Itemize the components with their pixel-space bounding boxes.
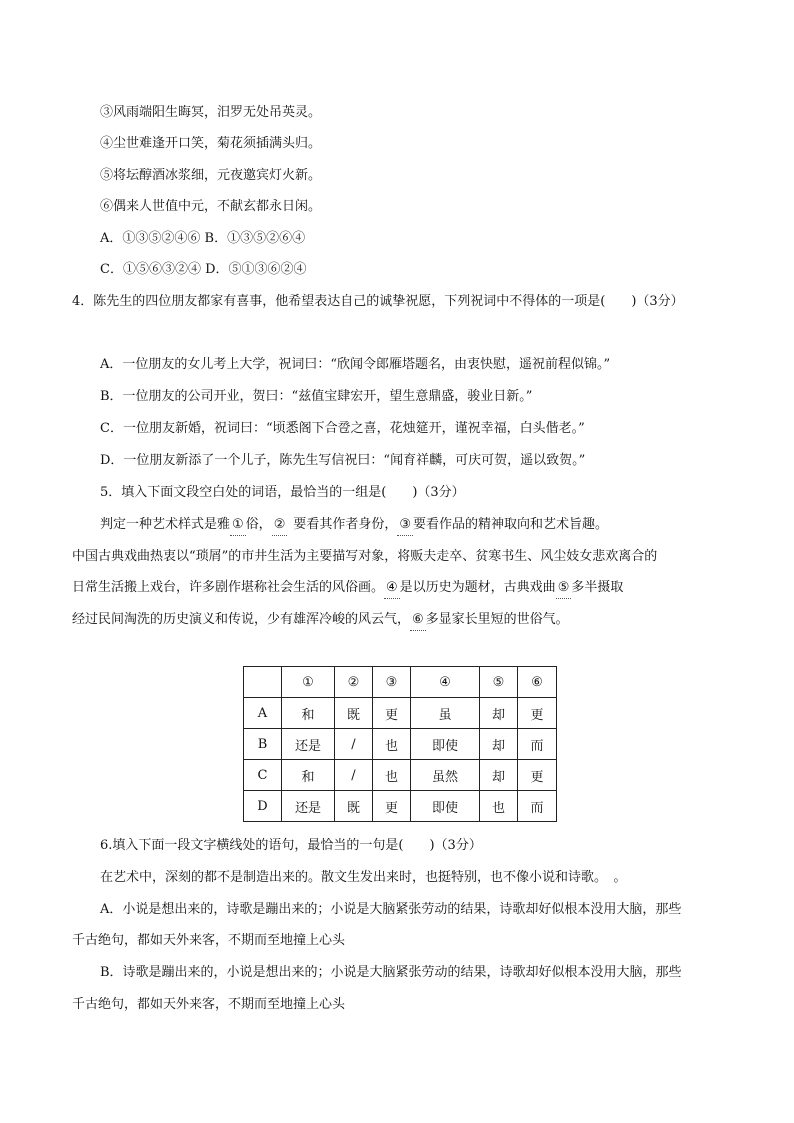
table-row: C 和 / 也 虽然 却 更 bbox=[244, 760, 557, 791]
q3-options-ab: A．①③⑤②④⑥ B．①③⑤②⑥④ bbox=[100, 231, 306, 246]
q5-passage-line-3: 日常生活搬上戏台，许多剧作堪称社会生活的风俗画。 ④ 是以历史为题材，古典戏曲 ⑤ 多半摄取 bbox=[72, 578, 623, 599]
q4-option-c: C．一位朋友新婚，祝词曰：“顷悉阁下合卺之喜，花烛筵开，谨祝幸福，白头偕老。” bbox=[100, 421, 585, 436]
table-row: A 和 既 更 虽 却 更 bbox=[244, 698, 557, 729]
q5-options-table bbox=[243, 666, 557, 822]
blank-3: ③ bbox=[397, 515, 413, 536]
q6-stem: 6.填入下面一段文字横线处的语句，最恰当的一句是( )（3分） bbox=[100, 838, 482, 853]
blank-2: ② bbox=[272, 515, 288, 536]
q4-option-d: D．一位朋友新添了一个儿子，陈先生写信祝曰：“闻育祥麟，可庆可贺，遥以致贺。” bbox=[100, 453, 586, 468]
q5-passage-line-2: 中国古典戏曲热衷以“琐屑”的市井生活为主要描写对象，将贩夫走卒、贫寒书生、风尘妓女悲欢离合的 bbox=[72, 549, 658, 564]
q4-option-b: B．一位朋友的公司开业，贺曰：“兹值宝肆宏开，望生意鼎盛，骏业日新。” bbox=[100, 389, 533, 404]
q6-option-b-line-1: B．诗歌是蹦出来的，小说是想出来的；小说是大脑紧张劳动的结果，诗歌却好似根本没用大脑，那些 bbox=[100, 965, 682, 980]
q6-option-a-line-2: 千古绝句，都如天外来客，不期而至地撞上心头 bbox=[72, 933, 346, 948]
q5-passage-line-4: 经过民间淘洗的历史演义和传说，少有雄浑冷峻的风云气， ⑥ 多显家长里短的世俗气。 bbox=[72, 610, 569, 631]
q4-stem: 4．陈先生的四位朋友都家有喜事，他希望表达自己的诚挚祝愿，下列祝词中不得体的一项是( )（3分） bbox=[72, 294, 684, 309]
q3-line-4: ④尘世难逢开口笑，菊花须插满头归。 bbox=[100, 136, 322, 151]
q6-passage: 在艺术中，深刻的都不是制造出来的。散文生发出来时，也挺特别，也不像小说和诗歌。 。 bbox=[100, 870, 627, 885]
q4-option-a: A．一位朋友的女儿考上大学，祝词曰：“欣闻令郎雁塔题名，由衷快慰，遥祝前程似锦。” bbox=[100, 357, 611, 372]
blank-6: ⑥ bbox=[410, 610, 426, 631]
q6-option-b-line-2: 千古绝句，都如天外来客，不期而至地撞上心头 bbox=[72, 997, 346, 1012]
q6-option-a-line-1: A．小说是想出来的，诗歌是蹦出来的；小说是大脑紧张劳动的结果，诗歌却好似根本没用大脑，那些 bbox=[100, 902, 682, 917]
q3-line-3: ③风雨端阳生晦冥，汨罗无处吊英灵。 bbox=[100, 105, 322, 120]
q3-line-5: ⑤将坛醇酒冰浆细，元夜邀宾灯火新。 bbox=[100, 168, 322, 183]
table-row: B 还是 / 也 即使 却 而 bbox=[244, 729, 557, 760]
q5-passage-line-1: 判定一种艺术样式是雅 ① 俗， ② 要看其作者身份， ③ 要看作品的精神取向和艺术旨趣。 bbox=[100, 515, 608, 536]
table-row: D 还是 既 更 即使 也 而 bbox=[244, 791, 557, 822]
blank-4: ④ bbox=[384, 578, 400, 599]
table-header-row: ① ② ③ ④ ⑤ ⑥ bbox=[244, 667, 557, 698]
blank-1: ① bbox=[230, 515, 246, 536]
blank-5: ⑤ bbox=[556, 578, 572, 599]
q3-options-cd: C．①⑤⑥③②④ D．⑤①③⑥②④ bbox=[100, 262, 307, 277]
q3-line-6: ⑥偶来人世值中元，不献玄都永日闲。 bbox=[100, 199, 322, 214]
q5-stem: 5．填入下面文段空白处的词语，最恰当的一组是( )（3分） bbox=[100, 485, 465, 500]
